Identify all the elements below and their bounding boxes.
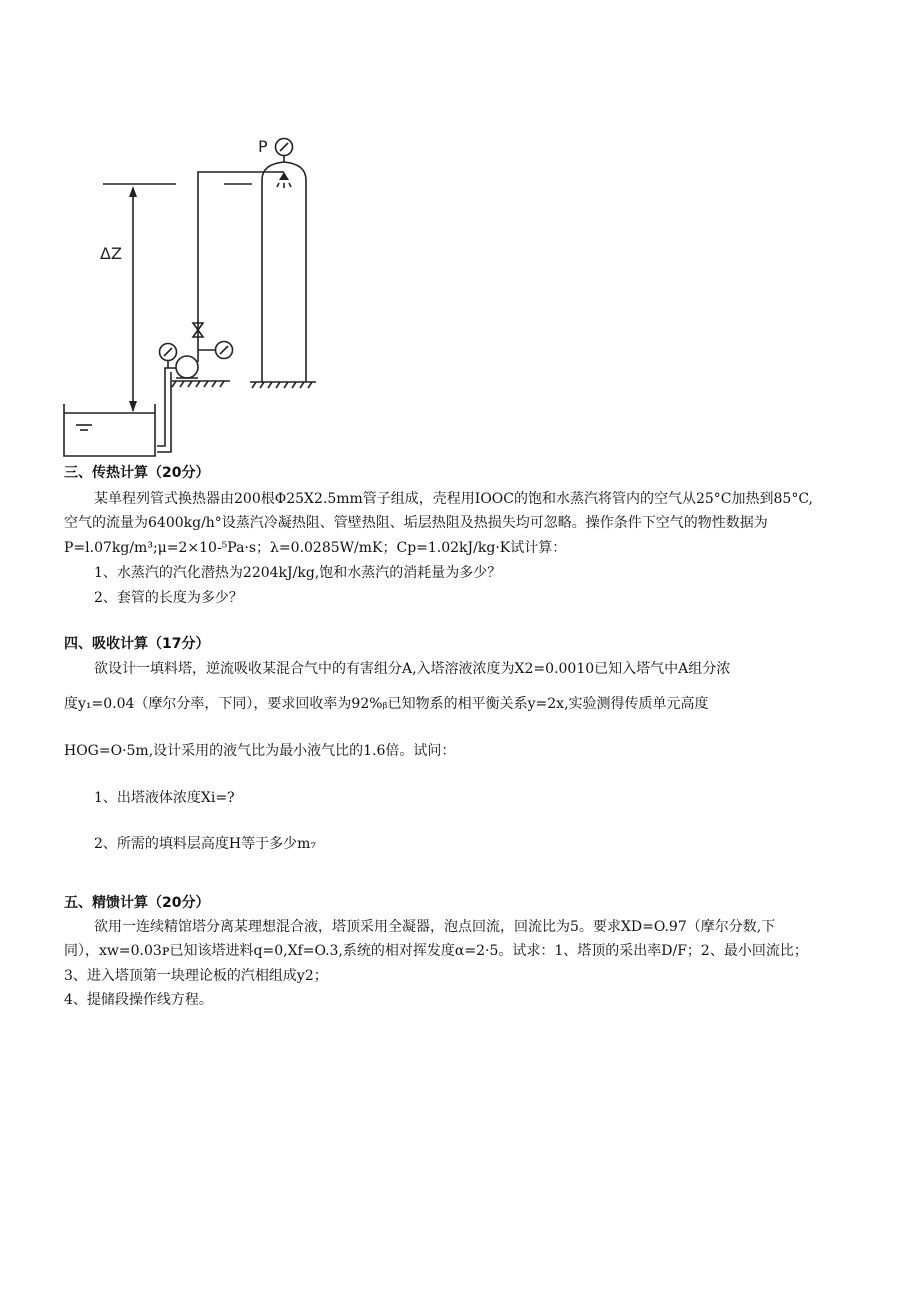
section-3-text-1: 某单程列管式换热器由200根Φ25X2.5mm管子组成，壳程用IOOC的饱和水蒸汽将管内的空气从25°C加热到85°C, (94, 491, 813, 507)
spray-nozzle-icon (277, 172, 291, 188)
height-label: ΔZ (100, 244, 122, 263)
pump-icon (176, 356, 198, 378)
top-gauge-needle (280, 143, 288, 151)
section-3-question-2: 2、套管的长度为多少？ (94, 590, 243, 606)
section-4-text-3: HOG=O·5m,设计采用的液气比为最小液气比的1.6倍。试问： (64, 743, 456, 759)
section-4-text-1: 欲设计一填料塔，逆流吸收某混合气中的有害组分A,入塔溶液浓度为X2=0.0010已知入塔气中A组分浓 (94, 661, 731, 677)
discharge-gauge-needle (220, 346, 228, 354)
ground-hatch-pump (172, 381, 224, 387)
section-3-title: 三、传热计算（20分） (64, 465, 210, 481)
section-4-title: 四、吸收计算（17分） (64, 636, 210, 652)
section-5-title: 五、精馈计算（20分） (64, 895, 210, 911)
section-5-text-4: 4、提储段操作线方程。 (64, 992, 213, 1008)
section-3-question-1: 1、水蒸汽的汽化潜热为2204kJ/kg,饱和水蒸汽的消耗量为多少？ (94, 565, 502, 581)
section-5-text-2: 同），xw=0.03ᴘ已知该塔进料q=0,Xf=O.3,系统的相对挥发度α=2·5。试求：1、塔顶的采出率D/F；2、最小回流比； (64, 943, 808, 959)
ground-hatch-column (252, 382, 312, 388)
section-5-text-1: 欲用一连续精馆塔分离某理想混合液，塔顶采用全凝器，泡点回流，回流比为5。要求XD=O.97（摩尔分数,下 (94, 919, 776, 935)
process-diagram (0, 0, 920, 470)
suction-pipe (157, 368, 176, 446)
section-3-text-3: P=l.07kg/m³;μ=2×10-⁵Pa·s；λ=0.0285W/mK；Cp=1.02kJ/kg·K试计算： (64, 540, 567, 556)
dimension-arrow-down-icon (129, 401, 137, 412)
vacuum-gauge-needle (164, 348, 172, 356)
section-5-text-3: 3、进入塔顶第一块理论板的汽相组成y2； (64, 968, 328, 984)
section-4-text-2: 度y₁=0.04（摩尔分率，下同），要求回收率为92%ᵦ已知物系的相平衡关系y=2x,实验测得传质单元高度 (64, 696, 709, 712)
section-4-question-2: 2、所需的填料层高度H等于多少m₇ (94, 836, 317, 852)
section-3-text-2: 空气的流量为6400kg/h°设蒸汽冷凝热阻、管壁热阻、垢层热阻及热损失均可忽略。操作条件下空气的物性数据为 (64, 515, 768, 531)
section-4-question-1: 1、出塔液体浓度Xi=? (94, 790, 235, 806)
suction-pipe-inner (157, 372, 171, 452)
dimension-arrow-up-icon (129, 186, 137, 197)
discharge-pipe (198, 172, 280, 362)
absorption-column (262, 162, 306, 382)
storage-tank (64, 404, 155, 456)
pressure-label: P (258, 137, 268, 156)
